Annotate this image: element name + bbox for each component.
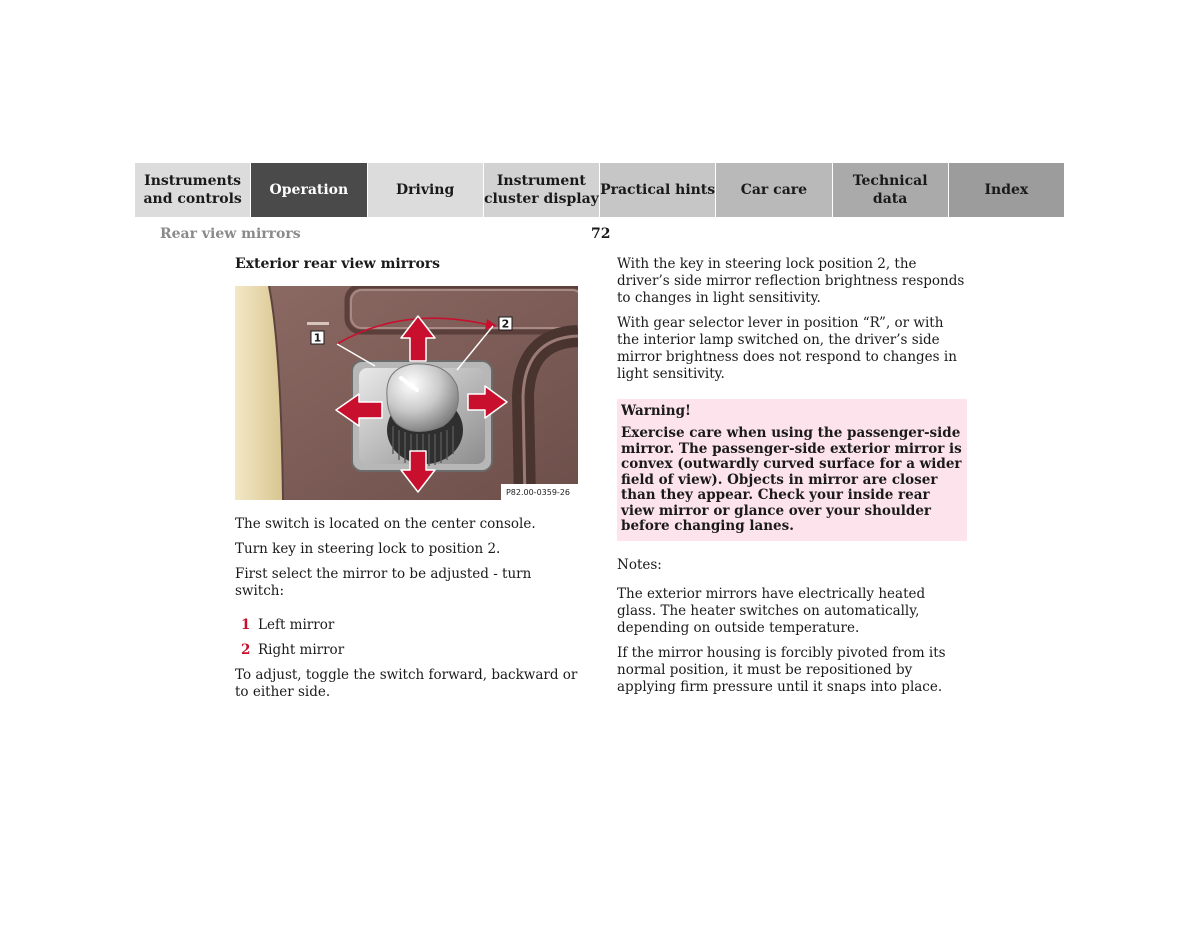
tab-operation[interactable]: [251, 163, 367, 217]
tab-index[interactable]: [949, 163, 1064, 217]
list-item: [235, 617, 580, 634]
tab-label: Index: [984, 182, 1029, 198]
figure-marker-2: 2: [501, 317, 510, 331]
list-number: 2: [241, 642, 251, 658]
text-paragraph: With gear selector lever in position “R”, or with the interior lamp switched on, the driver’s side mirror brightness does not respond to changes in light sensitivity.: [617, 315, 957, 382]
tab-label: Technical data: [852, 173, 928, 207]
note-paragraph: If the mirror housing is forcibly pivoted from its normal position, it must be repositioned by applying firm pressure until it snaps into place.: [617, 644, 946, 695]
tab-instruments-and-controls[interactable]: [135, 163, 251, 217]
text-paragraph: With the key in steering lock position 2, the driver’s side mirror reflection brightness responds to changes in light sensitivity.: [617, 256, 965, 306]
list-text: Left mirror: [258, 617, 335, 633]
page-number: 72: [591, 226, 611, 242]
warning-body: Exercise care when using the passenger-side mirror. The passenger-side exterior mirror is convex (outwardly curved surface for a wider field of view). Objects in mirror are closer than they appear. Check your inside rear view mirror or glance over your shoulder before changing lanes.: [621, 425, 962, 534]
text-paragraph: First select the mirror to be adjusted - turn switch:: [235, 566, 532, 599]
tab-label: Driving: [395, 182, 455, 198]
text-paragraph: To adjust, toggle the switch forward, backward or to either side.: [235, 667, 578, 700]
tab-driving[interactable]: [368, 163, 484, 217]
tab-practical-hints[interactable]: [600, 163, 716, 217]
list-number: 1: [241, 617, 251, 633]
right-column: [617, 256, 967, 704]
tab-car-care[interactable]: [716, 163, 832, 217]
tab-technical-data[interactable]: [833, 163, 949, 217]
tab-label: Operation: [269, 182, 349, 198]
text-paragraph: Turn key in steering lock to position 2.: [235, 541, 501, 557]
mirror-switch-figure: [235, 286, 578, 500]
tab-label: Instrument cluster display: [483, 173, 599, 207]
notes-label: Notes:: [617, 556, 662, 573]
chapter-tabs: [135, 163, 1064, 217]
note-paragraph: The exterior mirrors have electrically heated glass. The heater switches on automatically, depending on outside temperature.: [617, 585, 926, 636]
text-paragraph: The switch is located on the center console.: [235, 516, 536, 532]
tab-label: Practical hints: [600, 182, 716, 198]
section-title: Rear view mirrors: [160, 226, 301, 242]
tab-label: Car care: [740, 182, 808, 198]
list-item: [235, 642, 580, 659]
warning-box: [617, 399, 967, 541]
tab-label: Instruments and controls: [143, 173, 242, 207]
tab-instrument-cluster-display[interactable]: [484, 163, 600, 217]
warning-title: Warning!: [621, 403, 691, 419]
mirror-switch-illustration: [235, 286, 578, 500]
section-heading: Exterior rear view mirrors: [235, 256, 441, 272]
list-text: Right mirror: [258, 642, 345, 658]
figure-code: P82.00-0359-26: [505, 488, 570, 497]
figure-marker-1: 1: [313, 331, 322, 345]
left-column: [235, 256, 580, 709]
